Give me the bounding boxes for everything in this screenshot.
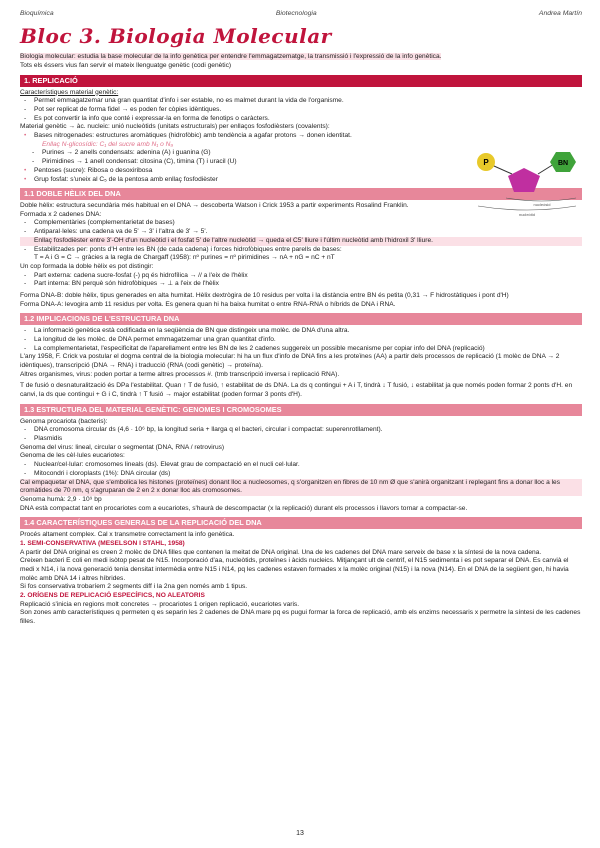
phosphate-bond bbox=[494, 166, 512, 174]
list-item: - Part externa: cadena sucre-fosfat (-) pq és hidrofílica → // a l'eix de l'hèlix bbox=[34, 272, 582, 281]
doble-helix-list bbox=[20, 219, 582, 236]
section-doble-helix: 1.1 DOBLE HÈLIX DEL DNA bbox=[20, 188, 582, 200]
origens-heading: 2. ORÍGENS DE REPLICACIÓ ESPECÍFICS, NO ALEATORIS bbox=[20, 592, 205, 600]
implicacions-list bbox=[20, 327, 582, 353]
list-item: - Permet emmagatzemar una gran quantitat d'info i ser estable, no es malmet durant la vida de l'organisme. bbox=[34, 97, 582, 106]
doble-helix-def: Doble hèlix: estructura secundària més habitual en el DNA → descoberta Watson i Crick 1953 a partir experiments Rosalind Franklin. bbox=[20, 202, 409, 210]
list-item: - Es pot convertir la info que conté i expressar-la en forma de fenotips o caràcters. bbox=[34, 115, 582, 124]
notes-page bbox=[20, 10, 582, 627]
nucleotide-diagram bbox=[472, 148, 582, 218]
list-item: - Pirimidines → 1 anell condensat: citosina (C), timina (T) i uracil (U) bbox=[42, 158, 582, 167]
doble-helix-list-2 bbox=[20, 246, 582, 255]
pentose-shape bbox=[508, 168, 540, 192]
material-genetic-text: Material genètic → àc. nucleic: unió nucleòtids (unitats estructurals) per enllaços fosfodièsters (covalents): bbox=[20, 123, 330, 131]
forma-dna-a: Forma DNA-A: levogira amb 11 residus per volta. Es genera quan hi ha baixa humitat o entre RNA-RNA o híbrids de DNA i RNA. bbox=[20, 300, 396, 308]
list-item: • Pentoses (sucre): Ribosa o desoxiribosa bbox=[34, 167, 582, 176]
list-item: - Nuclear/cel·lular: cromosomes lineals (ds). Elevat grau de compactació en el nucli cel·lular. bbox=[34, 461, 582, 470]
eucariotes-list bbox=[20, 461, 582, 478]
list-item: • Bases nitrogenades: estructures aromàtiques (hidrofòbic) amb tendència a agafar protons → donen identitat. bbox=[34, 132, 464, 141]
page-number: 13 bbox=[296, 829, 304, 837]
doble-helix-formed: Formada x 2 cadenes DNA: bbox=[20, 210, 102, 218]
list-item: - Part interna: BN perquè són hidrofòbiques → ⊥ a l'eix de l'hèlix bbox=[34, 280, 582, 289]
forma-dna-b: Forma DNA-B: doble hèlix, tipus generades en alta humitat. Hèlix dextrògira de 10 residus per volta i la distància entre BN és petita (0,31 → F hidrostàtiques i pont d'H) bbox=[20, 292, 509, 300]
semi-conservativa-def: A partir del DNA original es creen 2 molèc de DNA filles que contenen la meitat de DNA original. Una de les cadenes del DNA mare serveix de base x la síntesi de la nova cadena. bbox=[20, 548, 542, 556]
compactacio: DNA està compactat tant en procariotes com a eucariotes, s'haurà de descompactar (x la replicació) durant els processos i llavors tornar a compactar-se. bbox=[20, 504, 468, 512]
list-item: - Antiparal·leles: una cadena va de 5' → 3' i l'altra de 3' → 5'. bbox=[34, 228, 582, 237]
temperatura-fusio: T de fusió o desnaturalització és DPa l'estabilitat. Quan ↑ T de fusió, ↑ estabilitat de ds DNA. La ds q contingui + A i T, tindrà ↓ T fusió, ↓ estabilitat ja que només poden formar 2 ponts d'H. en canvi, la ds que contingui + G i C, tindrà ↑ T fusió → major estabilitat (poden formar 3 ponts d'H). bbox=[20, 382, 573, 399]
section-implicacions: 1.2 IMPLICACIONS DE L'ESTRUCTURA DNA bbox=[20, 313, 582, 325]
section-caracteristiques-replicacio: 1.4 CARACTERÍSTIQUES GENERALS DE LA REPLICACIÓ DEL DNA bbox=[20, 517, 582, 529]
list-item: - Pot ser replicat de forma fidel → es poden fer còpies idèntiques. bbox=[34, 106, 582, 115]
characteristics-list bbox=[20, 97, 582, 123]
header-course: Biotecnologia bbox=[275, 10, 317, 17]
header-subject: Bioquímica bbox=[20, 10, 54, 17]
list-item: - Plasmidis bbox=[34, 435, 582, 444]
page-header bbox=[20, 10, 582, 19]
nucleotide-components bbox=[20, 132, 464, 141]
enllac-fosfodiester: Enllaç fosfodièster entre 3'-OH d'un nucleòtid i el fosfat 5' de l'altre nucleòtid → queda el C5' lliure i l'últim nucleòtid amb l'hidroxil 3' lliure. bbox=[20, 237, 582, 246]
empaquetament: Cal empaquetar el DNA, que s'embolica les histones (proteïnes) donant lloc a nucleosomes, q s'organitzen en fibres de 10 nm Ø que s'anirà organitzant i replegant fins a donar lloc a les cromàtides de 70 nm, q s'agruparan de 2 en 2 x donar lloc als cromosomes. bbox=[20, 479, 582, 496]
list-item: - Purines → 2 anells condensats: adenina (A) i guanina (G) bbox=[42, 149, 582, 158]
intro-paragraph-2: Tots els éssers vius fan servir el mateix llenguatge genètic (codi genètic) bbox=[20, 62, 232, 70]
meselson-stahl: Creixen bacteri E coli en medi isòtop pesat de N15. Incorporació d'aa, nucleòtids, proteïnes i àcids nucleics. Mitjançant ult de centrif, el N15 sedimenta i es pot separar el DNA. Es canvià el medi x N14, i la nova generació tenia densitat intermèdia entre N15 i N14, pq les cadenes estaven formades x la molèc original (N15) i la nova (N14). En el DNA de la següent gen, hi havia molèc amb DNA 14 i altres híbrides. bbox=[20, 557, 569, 582]
glycosidic-bond bbox=[538, 164, 554, 174]
page-title: Bloc 3. Biologia Molecular bbox=[20, 23, 332, 48]
list-item: - Complementàries (complementarietat de bases) bbox=[34, 219, 582, 228]
list-item: - DNA cromosoma circular ds (4,6 · 10⁶ bp, la longitud seria + llarga q el bacteri, circular i compactat: superenrotllament). bbox=[34, 426, 582, 435]
section-replicacio: 1. REPLICACIÓ bbox=[20, 75, 582, 87]
phosphate-label: P bbox=[483, 158, 489, 167]
characteristics-lead: Característiques material genètic: bbox=[20, 88, 119, 96]
list-item: - La complementarietat, l'especificitat de l'aparellament entre les BN de les 2 cadenes suggereix un possible mecanisme per copiar info del DNA (replicació) bbox=[34, 345, 582, 354]
list-item: • Grup fosfat: s'uneix al C₅ de la pentosa amb enllaç fosfodièster bbox=[34, 176, 582, 185]
nucleotide-brace bbox=[478, 206, 576, 210]
header-author: Andrea Martín bbox=[538, 10, 582, 17]
origens-def: Replicació s'inicia en regions molt concretes → procariotes 1 origen replicació, eucariotes varis. bbox=[20, 600, 300, 608]
enllac-glicosidic: Enllaç N-glicosídic: C₁ del sucre amb N₁ o N₉ bbox=[42, 140, 173, 148]
genoma-virus: Genoma del virus: lineal, circular o segmentat (DNA, RNA / retrovirus) bbox=[20, 443, 225, 451]
genoma-huma: Genoma humà: 2,9 · 10⁹ bp bbox=[20, 495, 102, 503]
procariota-list bbox=[20, 426, 582, 443]
conservativa: Si fos conservativa trobaríem 2 segments diff i la 2na gen només amb 1 tipus. bbox=[20, 583, 248, 591]
genoma-procariota: Genoma procariota (bacteris): bbox=[20, 417, 108, 425]
list-item: - Mitocondri i cloroplasts (1%): DNA circular (ds) bbox=[34, 470, 582, 479]
list-item: - La informació genètica està codificada en la seqüència de BN que distingeix una molèc. de DNA d'una altra. bbox=[34, 327, 582, 336]
list-item: - Estabilitzades per: ponts d'H entre les BN (de cada cadena) i forces hidrofòbiques entre parells de bases: bbox=[34, 246, 582, 255]
base-label: BN bbox=[557, 160, 569, 167]
proces-complex: Procés altament complex. Cal x transmetre correctament la info genètica. bbox=[20, 531, 235, 539]
chargaff-rule: T = A i G = C → gràcies a la regla de Chargaff (1958): nº purines = nº pirimidines → nA + nG = nC + nT bbox=[34, 254, 335, 262]
nucleotide-label: nucleòtid bbox=[518, 212, 536, 217]
origens-zones: Son zones amb característiques q permeten q es separin les 2 cadenes de DNA mare pq es pugui formar la forca de replicació, amb els enzims necessaris x permetre la síntesi de les cadenes filles. bbox=[20, 609, 581, 626]
nucleoside-brace bbox=[506, 198, 576, 201]
semi-conservativa-heading: 1. SEMI-CONSERVATIVA (MESELSON I STAHL, 1958) bbox=[20, 539, 185, 547]
doble-helix-parts-lead: Un cop formada la doble hèlix es pot distingir: bbox=[20, 262, 154, 270]
intro-paragraph: Biologia molecular: estudia la base molecular de la info genètica per entendre l'emmagatzematge, la transmissió i l'expressió de la info genètica. bbox=[20, 53, 442, 61]
section-genomes: 1.3 ESTRUCTURA DEL MATERIAL GENÈTIC: GENOMES I CROMOSOMES bbox=[20, 404, 582, 416]
doble-helix-parts bbox=[20, 272, 582, 289]
dogma-central: L'any 1958, F. Crick va postular el dogma central de la biologia molecular: hi ha un flux d'info de DNA fins a les proteïnes (AA) a partir dels processos de replicació (1 molèc de DNA → 2 idèntiques), transcripció (DNA → RNA) i traducció (RNA (codi genètic) → proteïna). bbox=[20, 353, 560, 370]
list-item: - La longitud de les molèc. de DNA permet emmagatzemar una gran quantitat d'info. bbox=[34, 336, 582, 345]
nucleoside-label: nucleòsid bbox=[533, 202, 551, 207]
genoma-eucariotes: Genoma de les cèl·lules eucariotes: bbox=[20, 452, 125, 460]
altres-organismes: Altres organismes, virus: poden portar a terme altres processos #. (tmb transcripció inversa i replicació RNA). bbox=[20, 370, 340, 378]
